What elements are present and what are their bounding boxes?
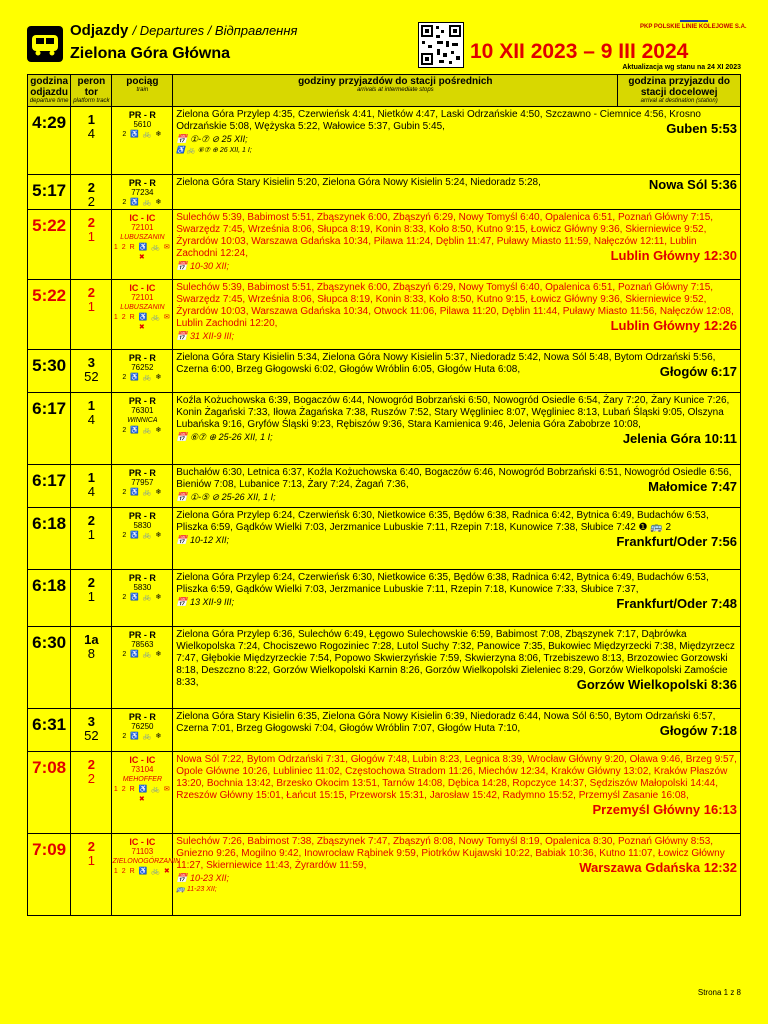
calendar-note: 📅 10-12 XII; bbox=[176, 535, 229, 545]
calendar-note: 📅 10-23 XII; bbox=[176, 873, 229, 883]
departure-time: 7:08 bbox=[28, 752, 71, 834]
page-number: Strona 1 z 8 bbox=[697, 988, 741, 997]
track-number: 4 bbox=[87, 412, 95, 427]
header bbox=[0, 0, 768, 75]
destination: Frankfurt/Oder 7:56 bbox=[616, 534, 737, 549]
destination: Gorzów Wielkopolski 8:36 bbox=[576, 677, 737, 692]
platform-number: 1 bbox=[87, 398, 95, 413]
train-amenities-icon: 2 ♿ 🚲 ❄ bbox=[122, 489, 163, 496]
stops-cell bbox=[173, 107, 741, 175]
train-category: PR - R bbox=[128, 468, 156, 478]
track-number: 8 bbox=[87, 646, 95, 661]
platform-cell bbox=[71, 350, 112, 393]
table-row bbox=[28, 175, 741, 210]
train-category: IC - IC bbox=[129, 213, 156, 223]
calendar-note: 📅 13 XII-9 III; bbox=[176, 597, 234, 607]
train-category: PR - R bbox=[128, 511, 156, 521]
train-number: 77234 bbox=[131, 188, 154, 197]
platform-cell bbox=[71, 107, 112, 175]
train-number: 77957 bbox=[131, 478, 154, 487]
train-cell bbox=[112, 508, 173, 570]
destination: Guben 5:53 bbox=[666, 121, 737, 136]
col-destination-sub: arrival at destination (station) bbox=[640, 98, 718, 104]
title-label: Odjazdy bbox=[70, 22, 129, 39]
platform-number: 2 bbox=[87, 513, 95, 528]
platform-number: 3 bbox=[87, 355, 95, 370]
stops-cell bbox=[173, 465, 741, 508]
title-translations: / Departures / Відправлення bbox=[132, 23, 298, 38]
col-destination-label: godzina przyjazdu do stacji docelowej bbox=[628, 76, 731, 98]
intermediate-stops: Zielona Góra Stary Kisielin 6:35, Zielona Góra Nowy Kisielin 6:39, Niedoradz 6:44, Nowa Sól 6:50, Bytom Odrzański 6:57, Czerna 7:01, Brzeg Głogowski 7:04, Głogów Wróblin 7:07, Głogów Huta 7:10, bbox=[176, 711, 716, 734]
train-category: IC - IC bbox=[129, 755, 156, 765]
destination: Jelenia Góra 10:11 bbox=[622, 431, 737, 446]
train-amenities-icon: 1 2 R ♿ 🚲 ✉ ✖ bbox=[113, 314, 171, 331]
stops-cell bbox=[173, 834, 741, 916]
departure-time: 5:22 bbox=[28, 280, 71, 350]
train-cell bbox=[112, 570, 173, 627]
platform-cell bbox=[71, 210, 112, 280]
train-cell bbox=[112, 752, 173, 834]
platform-number: 2 bbox=[87, 180, 95, 195]
platform-number: 1a bbox=[84, 632, 99, 647]
train-number: 72101 bbox=[131, 223, 154, 232]
table-row bbox=[28, 393, 741, 465]
departure-time: 6:18 bbox=[28, 570, 71, 627]
train-category: IC - IC bbox=[129, 283, 156, 293]
departure-time: 7:09 bbox=[28, 834, 71, 916]
track-number: 1 bbox=[87, 589, 95, 604]
train-number: 76250 bbox=[131, 722, 154, 731]
calendar-note: 📅 ⑥⑦ ⊕ 25-26 XII, 1 I; bbox=[176, 432, 273, 442]
calendar-note: 📅 ①-⑦ ⊘ 25 XII; bbox=[176, 134, 248, 144]
intermediate-stops: Zielona Góra Przylep 4:35, Czerwieńsk 4:41, Nietków 4:47, Laski Odrzańskie 4:50, Szczawno - Ciemnice 4:56, Krosno Odrzańskie 5:08, Wężyska 5:22, Wałowice 5:37, Gubin 5:45, bbox=[176, 109, 701, 132]
departure-time: 6:17 bbox=[28, 393, 71, 465]
platform-number: 2 bbox=[87, 839, 95, 854]
train-category: PR - R bbox=[128, 712, 156, 722]
col-time bbox=[28, 75, 71, 107]
intermediate-stops: Zielona Góra Stary Kisielin 5:34, Zielona Góra Nowy Kisielin 5:37, Niedoradz 5:42, Nowa Sól 5:48, Bytom Odrzański 5:56, Czerna 6:00, Brzeg Głogowski 6:02, Głogów Wróblin 6:05, Głogów Huta 6:08, bbox=[176, 352, 716, 375]
stops-cell bbox=[173, 627, 741, 709]
col-train-label: pociąg bbox=[126, 76, 159, 87]
intermediate-stops: Buchałów 6:30, Letnica 6:37, Koźla Kożuchowska 6:40, Bogaczów 6:46, Nowogród Bobrzański 6:51, Nowogród Osiedle 6:56, Bieniów 7:08, Lubanice 7:13, Żary 7:24, Żagań 7:36, bbox=[176, 467, 732, 490]
destination: Głogów 6:17 bbox=[659, 364, 737, 379]
train-number: 72101 bbox=[131, 293, 154, 302]
train-cell bbox=[112, 210, 173, 280]
calendar-note: 📅 ①-⑤ ⊘ 25-26 XII, 1 I; bbox=[176, 492, 276, 502]
train-amenities-icon: 1 2 R ♿ 🚲 ✉ ✖ bbox=[113, 786, 171, 803]
train-amenities-icon: 2 ♿ 🚲 ❄ bbox=[122, 374, 163, 381]
intermediate-stops: Sulechów 7:26, Babimost 7:38, Zbąszynek 7:47, Zbąszyń 8:08, Nowy Tomyśl 8:19, Opalenica 8:30, Poznań Główny 8:53, Gniezno 9:26, Mogilno 9:42, Inowrocław Rąbinek 9:59, Piotrków Kujawski 10:22, Babiak 10:36, Kutno 11:07, Łowicz Główny 11:27, Skierniewice 11:43, Żyrardów 11:59, bbox=[176, 836, 725, 871]
platform-cell bbox=[71, 280, 112, 350]
destination: Przemyśl Główny 16:13 bbox=[592, 802, 737, 817]
platform-cell bbox=[71, 465, 112, 508]
table-row bbox=[28, 752, 741, 834]
platform-number: 2 bbox=[87, 285, 95, 300]
train-amenities-icon: 2 ♿ 🚲 ❄ bbox=[122, 199, 163, 206]
train-category: PR - R bbox=[128, 178, 156, 188]
col-stations bbox=[173, 75, 618, 107]
train-category: PR - R bbox=[128, 630, 156, 640]
col-destination bbox=[618, 75, 741, 107]
track-number: 1 bbox=[87, 527, 95, 542]
update-note: Aktualizacja wg stanu na 24 XI 2023 bbox=[622, 64, 741, 71]
track-number: 2 bbox=[87, 771, 95, 786]
train-name: MEHOFFER bbox=[122, 776, 162, 783]
table-row bbox=[28, 210, 741, 280]
train-cell bbox=[112, 175, 173, 210]
platform-cell bbox=[71, 752, 112, 834]
intermediate-stops: Koźla Kożuchowska 6:39, Bogaczów 6:44, Nowogród Bobrzański 6:50, Nowogród Osiedle 6:54, Żary 7:20, Żary Kunice 7:26, Konin Żagański 7:33, Iłowa Żagańska 7:38, Ruszów 7:52, Stary Węgliniec 8:07, Węgliniec 8:13, Lubań Śląski 9:05, Olszyna Lubańska 9:16, Gryfów Śląski 9:23, Rębiszów 9:36, Stara Kamienica 9:46, Jelenia Góra Zabobrze 10:08, bbox=[176, 395, 730, 430]
track-number: 4 bbox=[87, 484, 95, 499]
departures-table bbox=[27, 74, 741, 916]
train-amenities-icon: 1 2 R ♿ 🚲 ✖ bbox=[113, 868, 171, 875]
stops-cell bbox=[173, 350, 741, 393]
train-amenities-icon: 2 ♿ 🚲 ❄ bbox=[122, 594, 163, 601]
platform-number: 3 bbox=[87, 714, 95, 729]
track-number: 2 bbox=[87, 194, 95, 209]
stops-cell bbox=[173, 752, 741, 834]
intermediate-stops: Zielona Góra Stary Kisielin 5:20, Zielona Góra Nowy Kisielin 5:24, Niedoradz 5:28, bbox=[176, 177, 541, 188]
train-cell bbox=[112, 393, 173, 465]
departure-time: 6:30 bbox=[28, 627, 71, 709]
train-cell bbox=[112, 465, 173, 508]
track-number: 52 bbox=[84, 369, 99, 384]
platform-cell bbox=[71, 393, 112, 465]
table-row bbox=[28, 107, 741, 175]
col-platform bbox=[71, 75, 112, 107]
qr-code-icon bbox=[418, 22, 464, 68]
train-amenities-icon: 2 ♿ 🚲 ❄ bbox=[122, 532, 163, 539]
train-number: 76301 bbox=[131, 406, 154, 415]
train-amenities-icon: 2 ♿ 🚲 ❄ bbox=[122, 733, 163, 740]
train-cell bbox=[112, 709, 173, 752]
track-number: 1 bbox=[87, 299, 95, 314]
platform-number: 1 bbox=[87, 470, 95, 485]
track-number: 52 bbox=[84, 728, 99, 743]
stops-cell bbox=[173, 393, 741, 465]
train-name: WINNICA bbox=[127, 417, 158, 424]
train-icon bbox=[27, 26, 63, 62]
platform-cell bbox=[71, 508, 112, 570]
col-train bbox=[112, 75, 173, 107]
table-header-row bbox=[28, 75, 741, 107]
page-title bbox=[70, 22, 297, 39]
departure-time: 6:18 bbox=[28, 508, 71, 570]
platform-cell bbox=[71, 627, 112, 709]
track-number: 4 bbox=[87, 126, 95, 141]
train-number: 78563 bbox=[131, 640, 154, 649]
train-number: 73104 bbox=[131, 765, 154, 774]
stops-cell bbox=[173, 280, 741, 350]
destination: Nowa Sól 5:36 bbox=[648, 177, 737, 192]
train-amenities-icon: 2 ♿ 🚲 ❄ bbox=[122, 131, 163, 138]
platform-number: 2 bbox=[87, 215, 95, 230]
train-cell bbox=[112, 107, 173, 175]
platform-number: 1 bbox=[87, 112, 95, 127]
train-name: LUBUSZANIN bbox=[120, 304, 165, 311]
train-category: PR - R bbox=[128, 573, 156, 583]
col-platform-label: peron tor bbox=[77, 76, 106, 98]
departure-time: 6:31 bbox=[28, 709, 71, 752]
intermediate-stops: Zielona Góra Przylep 6:24, Czerwieńsk 6:30, Nietkowice 6:35, Będów 6:38, Radnica 6:42, Bytnica 6:49, Budachów 6:53, Pliszka 6:59, Gądków Wielki 7:03, Jerzmanice Lubuskie 7:11, Rzepin 7:18, Kunowice 7:33, Słubice 7:37, bbox=[176, 572, 709, 595]
departures-body bbox=[28, 107, 741, 916]
train-category: PR - R bbox=[128, 396, 156, 406]
train-name: ZIELONOGÓRZANIN bbox=[112, 858, 181, 865]
destination: Lublin Główny 12:30 bbox=[610, 248, 737, 263]
platform-cell bbox=[71, 570, 112, 627]
col-stations-sub: arrivals at intermediate stops bbox=[356, 87, 434, 93]
calendar-note: 📅 31 XII-9 III; bbox=[176, 331, 234, 341]
platform-cell bbox=[71, 709, 112, 752]
table-row bbox=[28, 465, 741, 508]
col-stations-label: godziny przyjazdów do stacji pośrednich bbox=[298, 76, 493, 87]
train-category: IC - IC bbox=[129, 837, 156, 847]
extra-note: ♿ 🚲 ⑥⑦ ⊕ 26 XII, 1 I; bbox=[176, 147, 252, 154]
intermediate-stops: Sulechów 5:39, Babimost 5:51, Zbąszynek 6:00, Zbąszyń 6:29, Nowy Tomyśl 6:40, Opalenica 6:51, Poznań Główny 7:15, Swarzędz 7:45, Września 8:06, Słupca 8:19, Konin 8:33, Koło 8:50, Kutno 9:15, Łowicz Główny 9:36, Skierniewice 9:52, Żyrardów 10:03, Warszawa Gdańska 10:34, Otwock 11:06, Pilawa 11:20, Dęblin 11:44, Puławy Miasto 11:56, Nałęczów 12:08, Lublin Zachodni 12:20, bbox=[176, 282, 734, 329]
table-row bbox=[28, 709, 741, 752]
departure-time: 5:30 bbox=[28, 350, 71, 393]
stops-cell bbox=[173, 709, 741, 752]
train-cell bbox=[112, 280, 173, 350]
train-cell bbox=[112, 350, 173, 393]
departure-time: 4:29 bbox=[28, 107, 71, 175]
train-amenities-icon: 2 ♿ 🚲 ❄ bbox=[122, 427, 163, 434]
train-number: 76252 bbox=[131, 363, 154, 372]
intermediate-stops: Nowa Sól 7:22, Bytom Odrzański 7:31, Głogów 7:48, Lubin 8:23, Legnica 8:39, Wrocław Główny 9:20, Oława 9:46, Brzeg 9:57, Opole Główne 10:26, Lubliniec 11:02, Częstochowa Stradom 11:26, Miechów 12:34, Kraków Główny 13:02, Kraków Płaszów 13:20, Bochnia 13:42, Brzesko Okocim 13:51, Tarnów 14:08, Dębica 14:28, Ropczyce 14:37, Sędziszów Małopolski 14:44, Rzeszów Główny 15:01, Łańcut 15:15, Przeworsk 15:31, Jarosław 15:42, Radymno 15:52, Przemyśl Zasanie 16:08, bbox=[176, 754, 737, 801]
train-cell bbox=[112, 834, 181, 916]
station-name: Zielona Góra Główna bbox=[70, 45, 231, 62]
stops-cell bbox=[173, 508, 741, 570]
departure-time: 6:17 bbox=[28, 465, 71, 508]
train-number: 5610 bbox=[133, 120, 152, 129]
train-number: 71103 bbox=[131, 847, 154, 856]
train-number: 5830 bbox=[133, 583, 152, 592]
platform-number: 2 bbox=[87, 757, 95, 772]
platform-cell bbox=[71, 175, 112, 210]
departure-time: 5:22 bbox=[28, 210, 71, 280]
track-number: 1 bbox=[87, 853, 95, 868]
train-name: LUBUSZANIN bbox=[120, 234, 165, 241]
operator-name: PKP POLSKIE LINIE KOLEJOWE S.A. bbox=[640, 24, 747, 30]
platform-number: 2 bbox=[87, 575, 95, 590]
train-category: PR - R bbox=[128, 353, 156, 363]
train-category: PR - R bbox=[128, 110, 156, 120]
train-cell bbox=[112, 627, 173, 709]
validity-period: 10 XII 2023 – 9 III 2024 bbox=[470, 40, 689, 63]
col-time-label: godzina odjazdu bbox=[30, 76, 69, 98]
destination: Frankfurt/Oder 7:48 bbox=[616, 596, 737, 611]
stops-cell bbox=[173, 570, 741, 627]
track-number: 1 bbox=[87, 229, 95, 244]
table-row bbox=[28, 280, 741, 350]
intermediate-stops: Sulechów 5:39, Babimost 5:51, Zbąszynek 6:00, Zbąszyń 6:29, Nowy Tomyśl 6:40, Opalenica 6:51, Poznań Główny 7:15, Swarzędz 7:45, Września 8:06, Słupca 8:19, Konin 8:33, Koło 8:50, Kutno 9:15, Łowicz Główny 9:36, Skierniewice 9:52, Żyrardów 10:03, Warszawa Gdańska 10:34, Pilawa 11:24, Dęblin 11:47, Puławy Miasto 11:59, Nałęczów 12:11, Lublin Zachodni 12:24, bbox=[176, 212, 714, 259]
intermediate-stops: Zielona Góra Przylep 6:36, Sulechów 6:49, Łęgowo Sulechowskie 6:59, Babimost 7:08, Zbąszynek 7:17, Dąbrówka Wielkopolska 7:24, Chociszewo Rogoziniec 7:28, Lutol Suchy 7:32, Panowice 7:35, Bukowiec Międzyrzecki 7:38, Międzyrzecz 7:47, Głębokie Międzyrzeckie 7:54, Popowo Skwierzyńskie 7:59, Skwierzyna 8:06, Trzebiszewo 8:13, Brzozowiec Gorzowski 8:18, Deszczno 8:22, Gorzów Wielkopolski Karnin 8:26, Gorzów Wielkopolski Zieleniec 8:29, Gorzów Wielkopolski Zamoście 8:33, bbox=[176, 629, 735, 688]
table-row bbox=[28, 627, 741, 709]
intermediate-stops: Zielona Góra Przylep 6:24, Czerwieńsk 6:30, Nietkowice 6:35, Będów 6:38, Radnica 6:42, Bytnica 6:49, Budachów 6:53, Pliszka 6:59, Gądków Wielki 7:03, Jerzmanice Lubuskie 7:11, Rzepin 7:18, Kunowice 7:38, Słubice 7:42 ❶ 🚌 2 bbox=[176, 510, 709, 533]
destination: Lublin Główny 12:26 bbox=[610, 318, 737, 333]
col-time-sub: departure time bbox=[29, 98, 69, 104]
train-number: 5830 bbox=[133, 521, 152, 530]
departure-time: 5:17 bbox=[28, 175, 71, 210]
col-platform-sub: platform track bbox=[73, 98, 110, 104]
extra-note: 🚌 11-23 XII; bbox=[176, 886, 217, 893]
destination: Małomice 7:47 bbox=[648, 479, 737, 494]
train-amenities-icon: 2 ♿ 🚲 ❄ bbox=[122, 651, 163, 658]
destination: Głogów 7:18 bbox=[659, 723, 737, 738]
stops-cell bbox=[173, 175, 741, 210]
calendar-note: 📅 10-30 XII; bbox=[176, 261, 229, 271]
destination: Warszawa Gdańska 12:32 bbox=[579, 860, 737, 875]
table-row bbox=[28, 508, 741, 570]
train-amenities-icon: 1 2 R ♿ 🚲 ✉ ✖ bbox=[113, 244, 171, 261]
col-train-sub: train bbox=[136, 87, 149, 93]
platform-cell bbox=[71, 834, 112, 916]
stops-cell bbox=[173, 210, 741, 280]
table-row bbox=[28, 834, 741, 916]
table-row bbox=[28, 350, 741, 393]
table-row bbox=[28, 570, 741, 627]
